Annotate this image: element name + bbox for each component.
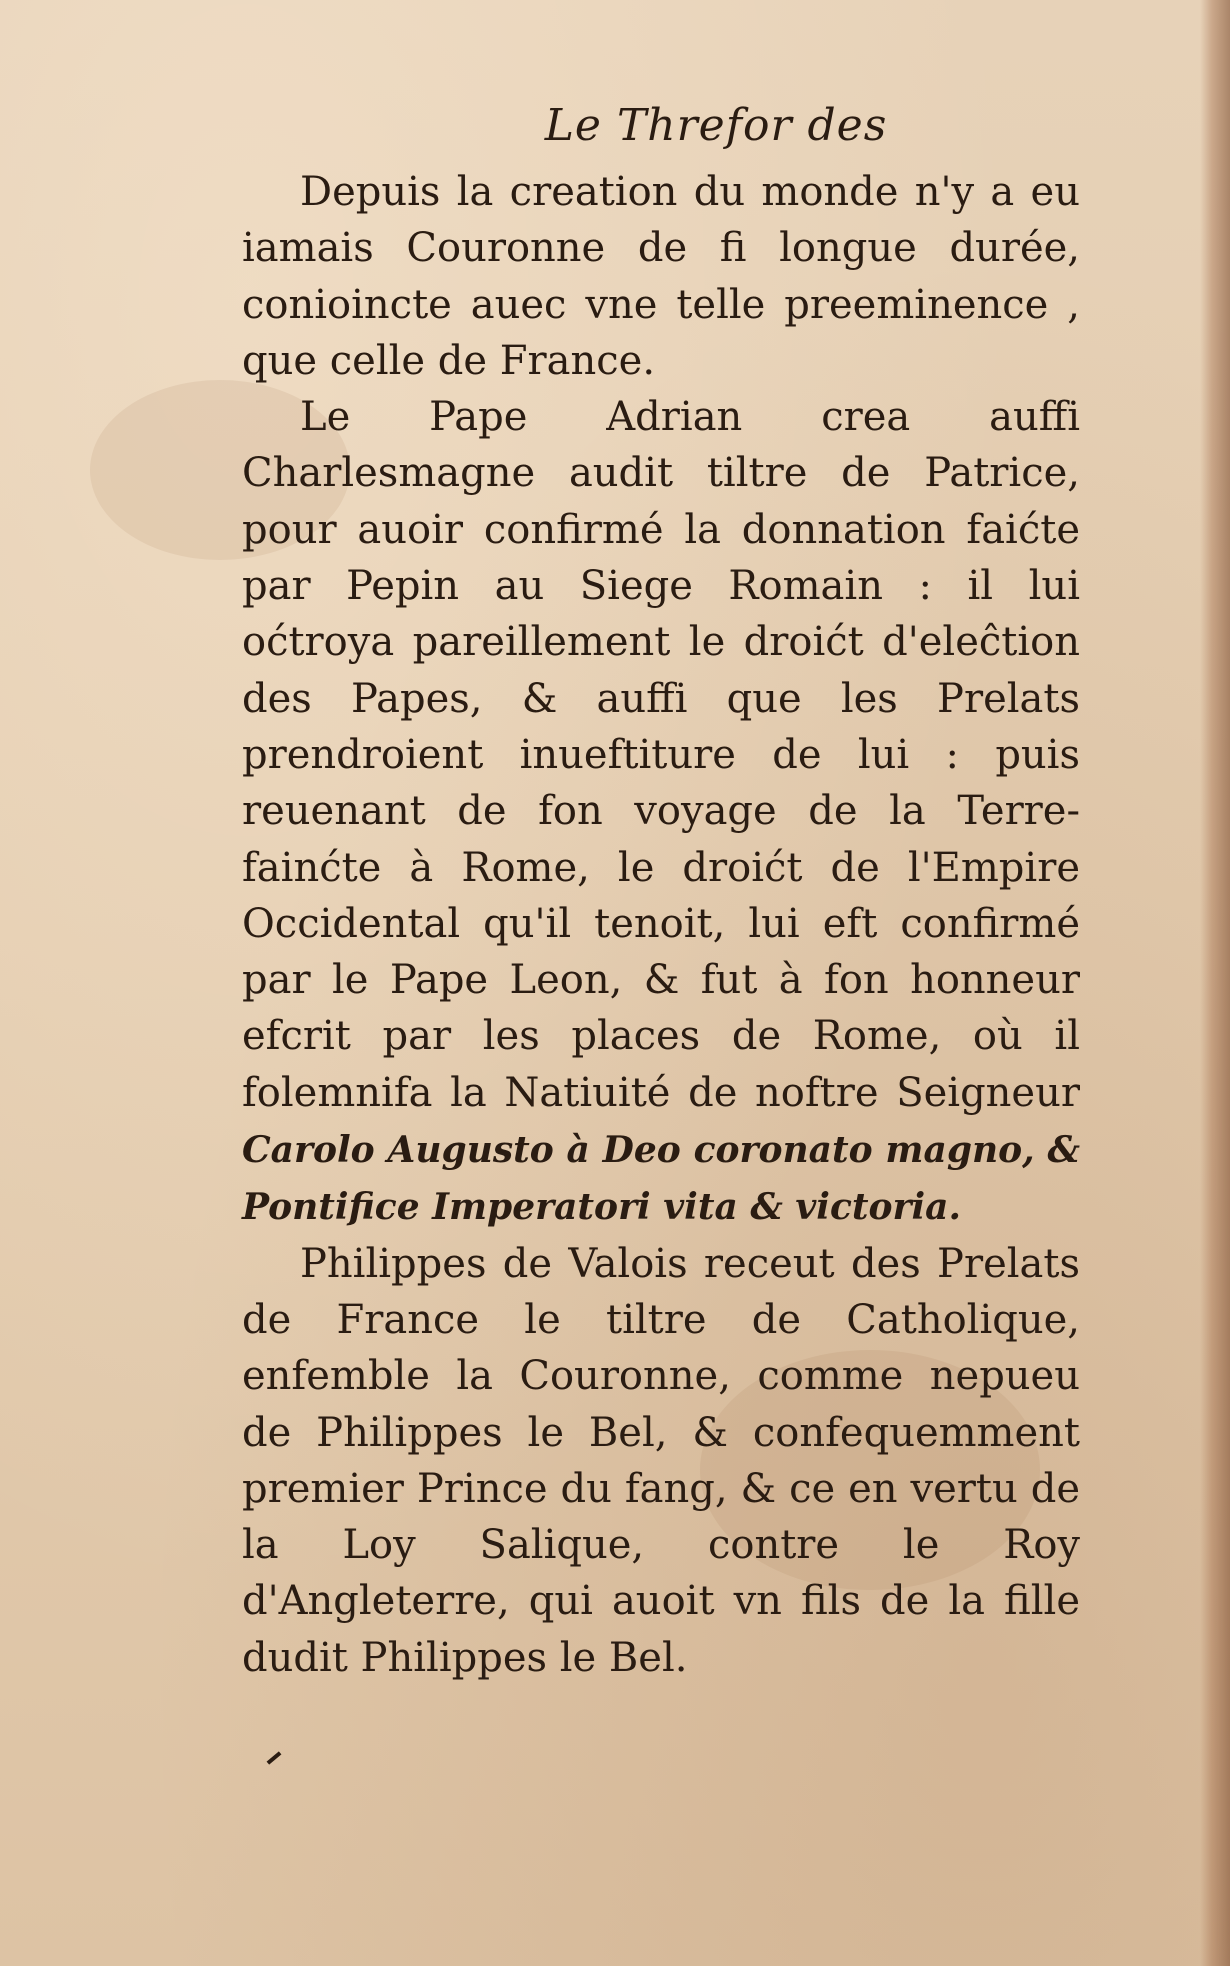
running-head: Le Threfor des <box>544 100 888 151</box>
paragraph <box>242 164 1080 389</box>
latin-inscription: Carolo Augusto à Deo coronato magno, & Pontifice Imperatori vita & victoria. <box>242 1129 1080 1229</box>
paragraph-text: Depuis la creation du monde n'y a eu iamais Couronne de fi longue durée, conioincte auec vne telle preeminence , que celle de France. <box>242 169 1080 384</box>
paragraph <box>242 1236 1080 1686</box>
page-gutter <box>1200 0 1230 1966</box>
paragraph-text: Philippes de Valois receut des Prelats de France le tiltre de Catholique, enfemble la Couronne, comme nepueu de Philippes le Bel, & confequemment premier Prince du fang, & ce en vertu de la Loy Salique, contre le Roy d'Angleterre, qui auoit vn fils de la fille dudit Philippes le Bel. <box>242 1240 1080 1681</box>
ink-mark <box>267 1751 282 1764</box>
paragraph-text: Le Pape Adrian crea auffi Charlesmagne audit tiltre de Patrice, pour auoir confirmé la donnation faićte par Pepin au Siege Romain : il lui oćtroya pareillement le droićt d'eleĉtion des Papes, & auffi que les Prelats prendroient inueftiture de lui : puis reuenant de fon voyage de la Terre-fainćte à Rome, le droićt de l'Empire Occidental qu'il tenoit, lui eft confirmé par le Pape Leon, & fut à fon honneur efcrit par les places de Rome, où il folemnifa la Natiuité de noftre Seigneur <box>242 394 1080 1116</box>
paragraph <box>242 389 1080 1235</box>
page-text <box>242 98 1080 1686</box>
